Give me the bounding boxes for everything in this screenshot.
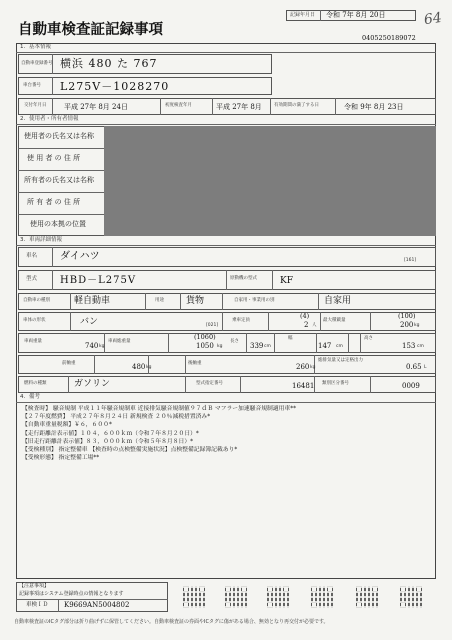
weight-value: 740 xyxy=(85,342,99,350)
section-4-heading: 4．備考 xyxy=(20,394,40,400)
designation-value: 16481 xyxy=(292,382,315,390)
length-unit: cm xyxy=(264,344,271,349)
remark-line: 【自動車重量税額】￥６，６００* xyxy=(22,422,112,429)
remark-line: 【走行距離計表示値】１０４，６００ｋｍ（令和７年８月２０日）* xyxy=(22,430,199,437)
owner-row-label-4: 所 有 者 の 住 所 xyxy=(27,198,81,206)
remarks xyxy=(22,405,432,462)
handwritten-mark: 64 xyxy=(422,9,443,29)
qr-code xyxy=(225,586,247,608)
document-title: 自動車検査証記録事項 xyxy=(18,22,163,38)
use-value: 貨物 xyxy=(186,296,205,306)
chassis-value: L275V－1028270 xyxy=(60,80,170,93)
qr-code xyxy=(183,586,205,608)
weight-label: 車両重量 xyxy=(24,339,42,344)
remark-line: 【旧走行距離計表示値】８３，０００ｋｍ（令和５年８月８日）* xyxy=(22,438,194,445)
gross-value: 1050 xyxy=(196,342,214,350)
car-id-value: K9669AN5004802 xyxy=(64,601,130,609)
width-value: 147 xyxy=(318,342,332,350)
capacity-unit: 人 xyxy=(312,323,317,328)
height-unit: cm xyxy=(417,344,424,349)
document-number: 0405250189072 xyxy=(362,34,416,42)
car-id-label: 車検ＩＤ xyxy=(26,602,49,608)
front-axle-unit: kg xyxy=(146,365,152,370)
displacement-value: 0.65 xyxy=(406,363,422,371)
rear-axle-value: 260 xyxy=(296,363,310,371)
section-2-heading: 2．使用者・所有者情報 xyxy=(20,116,79,122)
remark-line: 【２７年度燃費】 平成２７年８月２４日 新規検査 ２０％減税措置済み* xyxy=(22,414,211,421)
notice-title: 【注意事項】 xyxy=(19,583,50,589)
bottom-note: 自動車検査証のICタグ部分は折り曲げずに保管してください。自動車検査証の券面やICタグに傷がある場合、無効となり再交付が必要です。 xyxy=(14,619,329,625)
bus-label: 自家用・事業用の別 xyxy=(234,298,275,303)
expiry-value: 令和 9年 8月 23日 xyxy=(344,103,404,111)
section-3-heading: 3．車両詳細情報 xyxy=(20,237,62,243)
kind-value: 軽自動車 xyxy=(74,296,111,306)
capacity-label: 乗車定員 xyxy=(232,318,250,323)
gross-unit: kg xyxy=(217,344,223,349)
shape-label: 車体の形状 xyxy=(23,318,46,323)
front-axle-label: 前軸重 xyxy=(62,361,76,366)
class-label: 類別区分番号 xyxy=(322,381,349,386)
load-label: 最大積載量 xyxy=(323,318,346,323)
engine-value: KF xyxy=(280,276,293,286)
fuel-value: ガソリン xyxy=(74,379,111,389)
height-label: 高さ xyxy=(364,336,373,341)
record-date-label: 記録年月日 xyxy=(290,12,316,18)
owner-row-label-2: 使 用 者 の 住 所 xyxy=(27,154,81,162)
capacity-value: 2 xyxy=(304,321,309,329)
length-label: 長さ xyxy=(230,339,239,344)
height-value: 153 xyxy=(402,342,416,350)
weight-row xyxy=(18,333,436,353)
kind-label: 自動車の種別 xyxy=(23,298,50,303)
rear-axle-label: 後軸重 xyxy=(188,361,202,366)
rear-axle-unit: kg xyxy=(310,365,316,370)
designation-label: 型式指定番号 xyxy=(196,381,223,386)
remark-line: 【受検種別】 指定整備車 【検査時の点検整備実施状況】点検整備記録簿記載あり* xyxy=(22,447,238,454)
displacement-label: 総排気量又は定格出力 xyxy=(318,358,363,363)
maker-value: ダイハツ xyxy=(60,251,100,262)
notice-line: 記録事項はシステム登録時点の情報となります xyxy=(19,591,124,597)
shape-value: バン xyxy=(80,317,99,327)
capacity-top: (4) xyxy=(300,312,310,320)
gross-label: 車両総重量 xyxy=(108,339,131,344)
remark-line: 【検査時】 騒音規制 平成１１年騒音規制車 近接排気騒音規制値９７ｄＢ マフラー加速騒音規制適用車** xyxy=(22,406,297,412)
qr-code xyxy=(356,586,378,608)
weight-unit: kg xyxy=(99,344,105,349)
expiry-label: 有効期間の満了する日 xyxy=(274,103,319,108)
width-unit: cm xyxy=(336,344,343,349)
qr-code xyxy=(311,586,333,608)
owner-row-label-5: 使用の本拠の位置 xyxy=(30,220,86,228)
record-date-value: 令和 7年 8月 20日 xyxy=(326,11,386,19)
owner-row-label-3: 所有者の氏名又は名称 xyxy=(24,176,94,184)
bus-value: 自家用 xyxy=(324,296,352,306)
qr-code xyxy=(267,586,289,608)
class-value: 0009 xyxy=(402,382,420,390)
redacted-owner-info xyxy=(104,126,436,236)
type-value: HBD－L275V xyxy=(60,275,137,286)
remark-line: 【受検形態】 指定整備工場** xyxy=(22,455,100,462)
load-top: (100) xyxy=(398,312,416,320)
chassis-label: 車台番号 xyxy=(23,83,41,88)
first-reg-label: 初度検査年月 xyxy=(165,103,192,108)
maker-label: 車名 xyxy=(26,253,38,259)
maker-code: [161] xyxy=(404,258,417,263)
load-unit: kg xyxy=(414,323,420,328)
issue-date-label: 交付年月日 xyxy=(24,103,47,108)
reg-no-label: 自動車登録番号 xyxy=(21,61,53,66)
first-reg-value: 平成 27年 8月 xyxy=(216,103,262,111)
front-axle-value: 480 xyxy=(132,363,146,371)
fuel-label: 燃料の種類 xyxy=(24,381,47,386)
shape-code: [021] xyxy=(206,323,219,328)
qr-code xyxy=(400,586,422,608)
use-label: 用途 xyxy=(155,298,164,303)
reg-no-value: 横浜 480 た 767 xyxy=(60,57,158,70)
engine-label: 原動機の型式 xyxy=(230,276,257,281)
axle-row xyxy=(18,355,436,374)
load-value: 200 xyxy=(400,321,414,329)
type-label: 型式 xyxy=(26,276,38,282)
length-value: 339 xyxy=(250,342,264,350)
section-1-heading: 1．基本情報 xyxy=(20,44,51,50)
width-label: 幅 xyxy=(288,336,293,341)
owner-row-label-1: 使用者の氏名又は名称 xyxy=(24,132,94,140)
issue-date-value: 平成 27年 8月 24日 xyxy=(64,103,128,111)
displacement-unit: L xyxy=(424,365,427,370)
gross-top: (1060) xyxy=(194,333,216,341)
